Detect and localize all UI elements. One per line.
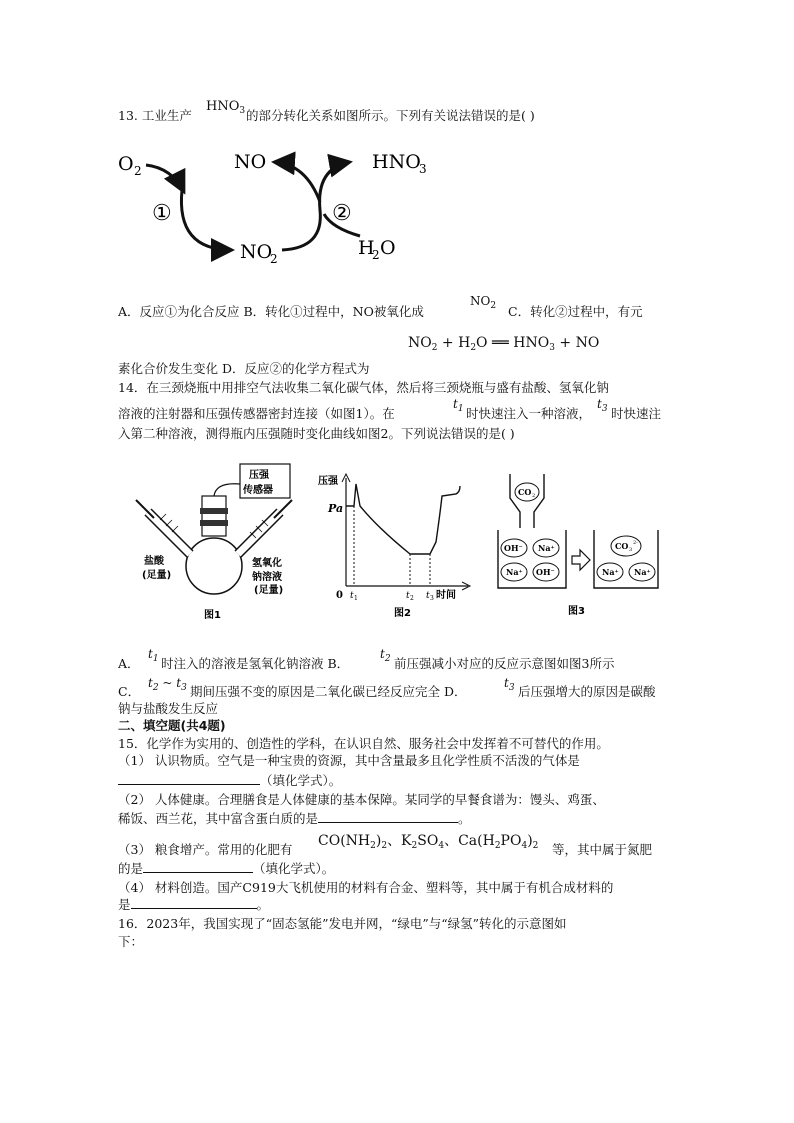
q13-stem-suffix: 的部分转化关系如图所示。下列有关说法错误的是( ) [246,108,535,123]
svg-text:图1: 图1 [204,610,221,621]
svg-text:Na⁺: Na⁺ [602,567,619,577]
svg-text:2-: 2- [633,540,638,546]
svg-text:3: 3 [430,595,434,602]
q14-opt-d-end: 钠与盐酸发生反应 [118,701,219,716]
svg-text:图2: 图2 [394,608,411,619]
q15-blank-1[interactable] [118,772,260,785]
section-heading: 二、填空题(共4题) [118,718,226,733]
q15-blank-3[interactable] [143,860,253,873]
q15-p2-prefix: 稀饭、西兰花，其中富含蛋白质的是 [118,811,319,826]
svg-text:盐酸: 盐酸 [144,556,164,567]
svg-text:t: t [350,591,354,601]
q15-fertilizer-formulas: $CO(NH_2)_2$、$K_2SO_4$、$Ca(H_2PO_4)_2$ [318,833,539,851]
q15-p1-answer-line [118,772,341,789]
q13-conversion-diagram [110,140,430,270]
svg-text:(足量): (足量) [254,585,284,596]
q13-equation: $NO_2 + H_2O$ ══ $HNO_3$ + NO [408,335,600,353]
q14-opt-b-text: 前压强减小对应的反应示意图如图3所示 [394,656,615,671]
q14-figure2 [318,470,478,620]
svg-text:氢氧化: 氢氧化 [252,558,282,569]
svg-text:(足量): (足量) [142,570,172,581]
q14-opt-d-text: 后压强增大的原因是碳酸 [518,684,656,699]
o2-label: O [118,153,134,175]
svg-text:CO: CO [615,541,629,551]
svg-text:钠溶液: 钠溶液 [252,572,282,583]
q14-opt-c-text: 期间压强不变的原因是二氧化碳已经反应完全 D． [190,684,467,699]
svg-text:2: 2 [372,248,380,262]
svg-text:3: 3 [629,547,633,553]
q15-p3-answer-line [118,860,334,877]
to-no-arrow [274,162,320,202]
svg-text:Na⁺: Na⁺ [634,567,651,577]
q15-p4-prefix: 是 [118,897,131,912]
q15-blank-2[interactable] [318,810,458,823]
svg-text:传感器: 传感器 [243,485,273,496]
q14-opt-a-t1: $t_1$ [148,647,159,664]
q14-line2a: 溶液的注射器和压强传感器密封连接（如图1）。在 [118,406,395,421]
q14-figure1 [130,462,300,622]
q16-line1: 16．2023年，我国实现了“固态氢能”发电并网，“绿电”与“绿氢”转化的示意图如 [118,916,567,931]
q15-p1-suffix: （填化学式）。 [260,773,342,788]
q13-prefix: 13. 工业生产 [118,108,192,123]
svg-text:2: 2 [270,252,278,266]
svg-text:t: t [426,591,430,601]
q15-p2-end: 。 [458,811,471,826]
q14-opt-c-label: C． [118,684,141,699]
q14-opt-b-t2: $t_2$ [380,647,391,664]
q14-opt-d-t3: $t_3$ [504,676,515,693]
q15-p3-prefix: 的是 [118,861,144,876]
no-label: NO [234,151,267,173]
svg-text:图3: 图3 [568,606,585,617]
q15-p3-c: 等，其中属于氮肥 [552,842,653,857]
svg-text:O: O [380,237,396,259]
q15-intro: 15．化学作为实用的、创造性的学科，在认识自然、服务社会中发挥着不可替代的作用。 [118,736,609,751]
svg-text:2: 2 [410,595,414,602]
q14-line1: 14．在三颈烧瓶中用排空气法收集二氧化碳气体，然后将三颈烧瓶与盛有盐酸、氢氧化钠 [118,380,609,395]
q15-p3-suffix: （填化学式）。 [253,861,335,876]
no2-label: NO [240,241,273,263]
q13-option-a-b: A．反应①为化合反应 B．转化①过程中，NO被氧化成 [118,304,424,319]
svg-text:2: 2 [532,493,536,499]
q15-p4-answer-line [118,896,269,913]
step2-label: ② [332,201,352,226]
q13-option-c: C．转化②过程中，有元 [508,304,643,319]
svg-text:压强: 压强 [249,470,269,481]
svg-text:2: 2 [134,164,142,178]
q15-p1: （1） 认识物质。空气是一种宝贵的资源，其中含量最多且化学性质不活泼的气体是 [118,753,580,768]
q15-p2-answer-line [118,810,471,827]
svg-text:0: 0 [336,590,343,601]
pressure-curve [346,484,460,554]
svg-text:Na⁺: Na⁺ [506,567,523,577]
q14-line2b: 时快速注入一种溶液， [466,406,592,421]
step1-arc [181,190,232,250]
q14-opt-a-label: A． [118,656,140,671]
svg-text:OH⁻: OH⁻ [504,543,523,553]
svg-text:OH⁻: OH⁻ [536,567,555,577]
q14-t1: $t_1$ [453,397,464,414]
q15-blank-4[interactable] [131,896,257,909]
q14-figure3 [492,462,662,622]
hno3-label: HNO [372,151,421,173]
svg-text:CO: CO [518,487,532,497]
step1-label: ① [152,201,172,226]
q15-p4-end: 。 [256,897,270,912]
q13-no2-formula: $NO_2$ [470,294,497,311]
h2o-label: H [358,237,375,259]
svg-text:Na⁺: Na⁺ [538,543,555,553]
svg-text:时间: 时间 [436,590,456,601]
q15-p4: （4） 材料创造。国产C919大飞机使用的材料有合金、塑料等，其中属于有机合成材料的 [118,880,614,895]
q15-p3: （3） 粮食增产。常用的化肥有 [118,842,293,857]
svg-text:Pa: Pa [328,502,344,515]
q14-opt-a-text: 时注入的溶液是氢氧化钠溶液 B． [161,656,350,671]
o2-arrow [146,165,184,192]
q14-t3: $t_3$ [597,397,608,414]
svg-text:3: 3 [419,162,427,176]
svg-text:t: t [406,591,410,601]
q13-option-d: 素化合价发生变化 D．反应②的化学方程式为 [118,361,370,376]
q16-line2: 下： [118,934,144,949]
q14-opt-c-t2t3: $t_2$ ~ $t_3$ [148,676,187,693]
svg-text:压强: 压强 [318,476,338,487]
q13-hno3-formula: $HNO_3$ [206,99,246,116]
svg-text:1: 1 [354,595,358,602]
q14-line2c: 时快速注 [611,406,662,421]
q13-stem [118,108,192,124]
q14-line3: 入第二种溶液，测得瓶内压强随时变化曲线如图2。下列说法错误的是( ) [118,426,515,441]
q15-p2: （2） 人体健康。合理膳食是人体健康的基本保障。某同学的早餐食谱为：馒头、鸡蛋、 [118,792,605,807]
